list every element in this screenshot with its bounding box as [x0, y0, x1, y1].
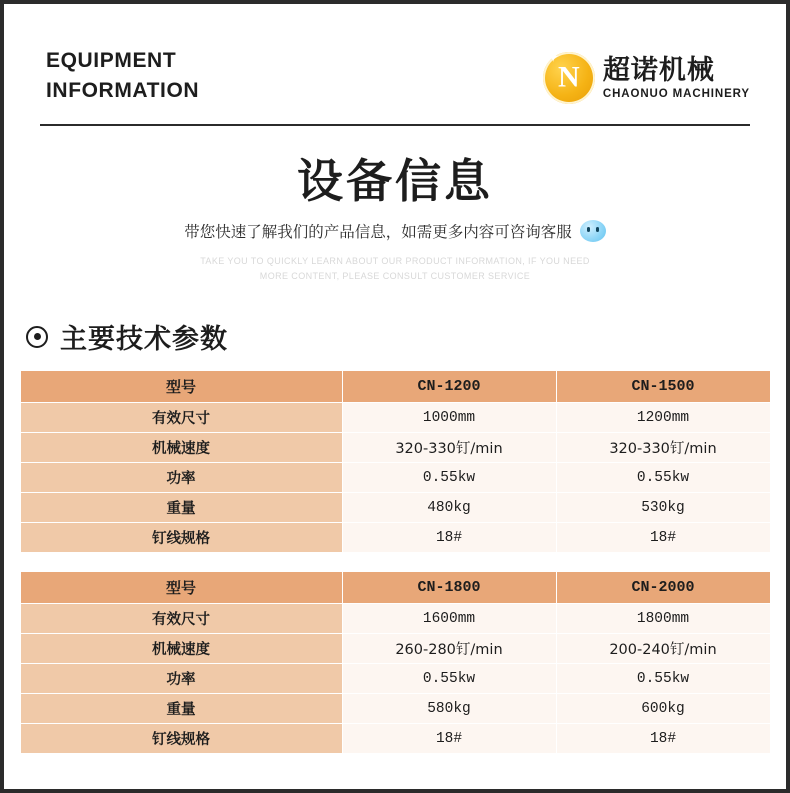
hero-subtitle: 带您快速了解我们的产品信息，如需更多内容可咨询客服 — [184, 223, 572, 242]
row-value: 18# — [556, 724, 770, 754]
table-header-cell: 型号 — [20, 572, 342, 604]
hero-subtitle-row — [4, 220, 786, 242]
table-row — [20, 371, 770, 403]
table-header-cell: 型号 — [20, 371, 342, 403]
table-header-cell: CN-1200 — [342, 371, 556, 403]
brand-logo-text — [603, 56, 750, 100]
hero-title: 设备信息 — [297, 154, 493, 208]
header-divider — [40, 124, 750, 126]
table-row — [20, 493, 770, 523]
row-value: 0.55kw — [556, 664, 770, 694]
sparkle-icon: ✦ — [546, 49, 560, 66]
logo-letter: N — [558, 60, 580, 94]
hero-english-line2: MORE CONTENT, PLEASE CONSULT CUSTOMER SERVICE — [259, 270, 531, 281]
table-row — [20, 572, 770, 604]
row-value: 18# — [342, 523, 556, 553]
row-value: 1800mm — [556, 604, 770, 634]
brand-name-cn: 超诺机械 — [602, 54, 715, 86]
row-label: 钉线规格 — [20, 724, 342, 754]
section-heading — [26, 317, 786, 356]
row-value: 0.55kw — [342, 664, 556, 694]
row-value: 260-280钉/min — [342, 634, 556, 664]
table-row — [20, 634, 770, 664]
page-title — [46, 46, 199, 106]
spec-table-2 — [20, 571, 771, 754]
row-label: 功率 — [20, 664, 342, 694]
row-value: 600kg — [556, 694, 770, 724]
star-badge-icon — [543, 49, 595, 104]
spec-table-1 — [20, 370, 771, 553]
row-value: 18# — [342, 724, 556, 754]
sparkle-small-icon: ✦ — [585, 55, 594, 66]
table-row — [20, 523, 770, 553]
table-header-cell: CN-1800 — [342, 572, 556, 604]
row-value: 1600mm — [342, 604, 556, 634]
row-label: 功率 — [20, 463, 342, 493]
table-row — [20, 724, 770, 754]
row-label: 有效尺寸 — [20, 403, 342, 433]
row-label: 有效尺寸 — [20, 604, 342, 634]
hero-english-caption — [4, 254, 786, 283]
hero-block — [4, 126, 786, 283]
table-row — [20, 664, 770, 694]
row-label: 机械速度 — [20, 433, 342, 463]
page-title-line1: EQUIPMENT — [46, 49, 177, 72]
row-label: 机械速度 — [20, 634, 342, 664]
row-value: 1000mm — [342, 403, 556, 433]
table-row — [20, 604, 770, 634]
row-value: 200-240钉/min — [556, 634, 770, 664]
row-label: 钉线规格 — [20, 523, 342, 553]
page-header — [4, 4, 786, 126]
row-value: 320-330钉/min — [342, 433, 556, 463]
section-title: 主要技术参数 — [60, 324, 228, 356]
table-header-cell: CN-1500 — [556, 371, 770, 403]
row-value: 0.55kw — [342, 463, 556, 493]
row-value: 320-330钉/min — [556, 433, 770, 463]
page-title-line2: INFORMATION — [46, 78, 200, 102]
row-value: 530kg — [556, 493, 770, 523]
table-row — [20, 433, 770, 463]
row-value: 1200mm — [556, 403, 770, 433]
brand-name-en: CHAONUO MACHINERY — [602, 88, 750, 101]
row-label: 重量 — [20, 493, 342, 523]
ring-bullet-icon — [26, 326, 48, 348]
table-row — [20, 694, 770, 724]
row-value: 580kg — [342, 694, 556, 724]
table-row — [20, 463, 770, 493]
row-value: 480kg — [342, 493, 556, 523]
hero-english-line1: TAKE YOU TO QUICKLY LEARN ABOUT OUR PRODUCT INFORMATION, IF YOU NEED — [200, 256, 590, 267]
droplet-face-icon — [580, 220, 606, 242]
table-row — [20, 403, 770, 433]
row-label: 重量 — [20, 694, 342, 724]
brand-logo — [543, 49, 750, 104]
table-header-cell: CN-2000 — [556, 572, 770, 604]
row-value: 18# — [556, 523, 770, 553]
row-value: 0.55kw — [556, 463, 770, 493]
